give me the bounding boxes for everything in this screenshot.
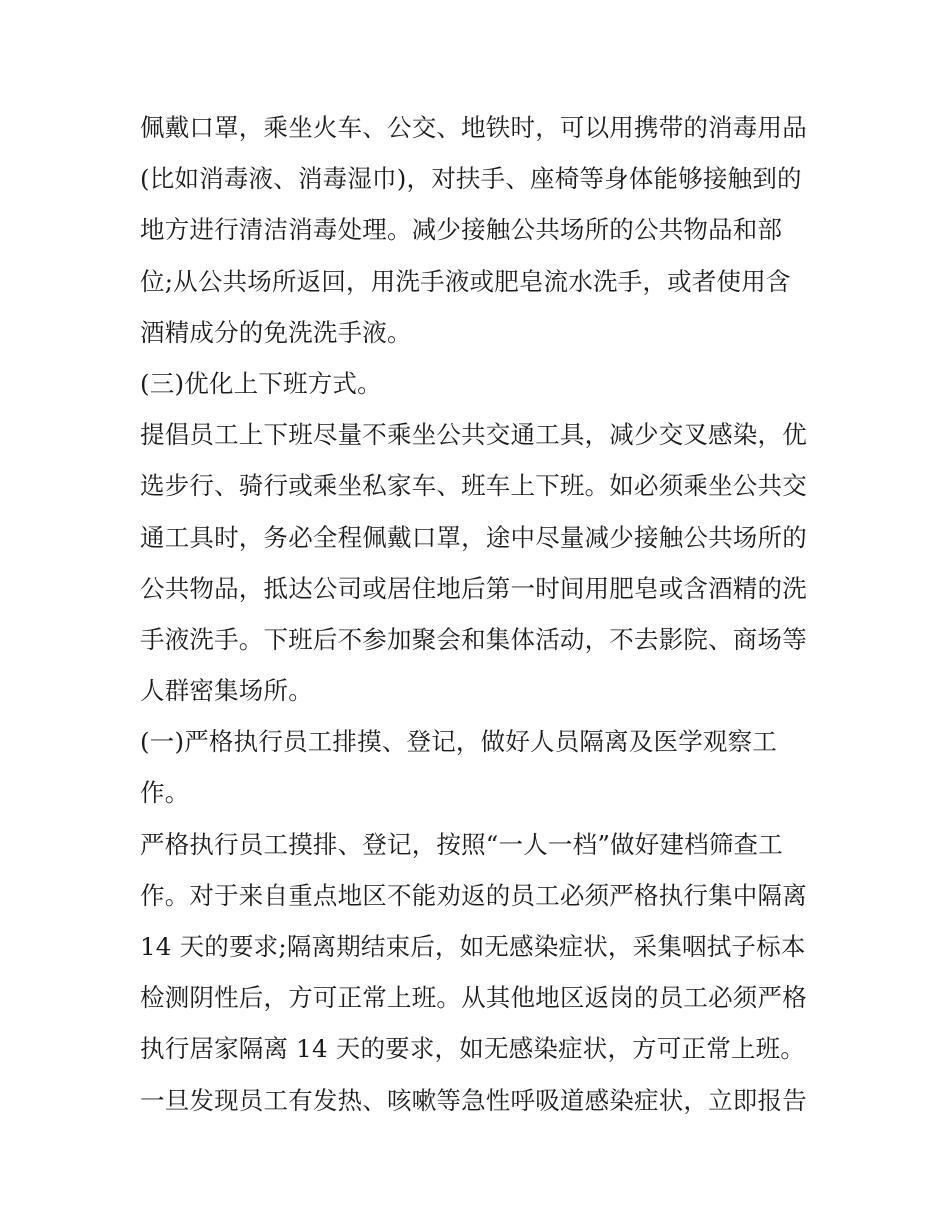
text-line: 手液洗手。下班后不参加聚会和集体活动，不去影院、商场等: [140, 624, 807, 654]
text-line: 通工具时，务必全程佩戴口罩，途中尽量减少接触公共场所的: [140, 522, 807, 552]
text-line: 严格执行员工摸排、登记，按照“一人一档”做好建档筛查工: [140, 829, 783, 859]
text-line: 公共物品，抵达公司或居住地后第一时间用肥皂或含酒精的洗: [140, 573, 807, 603]
text-line: 执行居家隔离 14 天的要求，如无感染症状，方可正常上班。: [140, 1034, 806, 1064]
text-line: 作。对于来自重点地区不能劝返的员工必须严格执行集中隔离: [140, 880, 807, 910]
text-line: 选步行、骑行或乘坐私家车、班车上下班。如必须乘坐公共交: [140, 471, 807, 501]
text-line: 检测阴性后，方可正常上班。从其他地区返岗的员工必须严格: [140, 983, 807, 1013]
section-heading: 作。: [140, 778, 190, 808]
section-heading: (三)优化上下班方式。: [140, 368, 382, 398]
text-line: 位;从公共场所返回，用洗手液或肥皂流水洗手，或者使用含: [140, 266, 791, 296]
text-line: 地方进行清洁消毒处理。减少接触公共场所的公共物品和部: [140, 215, 783, 245]
text-line: 一旦发现员工有发热、咳嗽等急性呼吸道感染症状，立即报告: [140, 1085, 807, 1115]
text-line: 酒精成分的免洗洗手液。: [140, 317, 412, 347]
text-line: 人群密集场所。: [140, 676, 313, 706]
document-body: [140, 102, 820, 1126]
text-line: 提倡员工上下班尽量不乘坐公共交通工具，减少交叉感染，优: [140, 420, 807, 450]
text-line: 14 天的要求;隔离期结束后，如无感染症状，采集咽拭子标本: [140, 932, 806, 961]
section-heading: (一)严格执行员工排摸、登记，做好人员隔离及医学观察工: [140, 727, 778, 757]
text-line: (比如消毒液、消毒湿巾)，对扶手、座椅等身体能够接触到的: [140, 164, 802, 194]
text-line: 佩戴口罩，乘坐火车、公交、地铁时，可以用携带的消毒用品: [140, 113, 807, 142]
